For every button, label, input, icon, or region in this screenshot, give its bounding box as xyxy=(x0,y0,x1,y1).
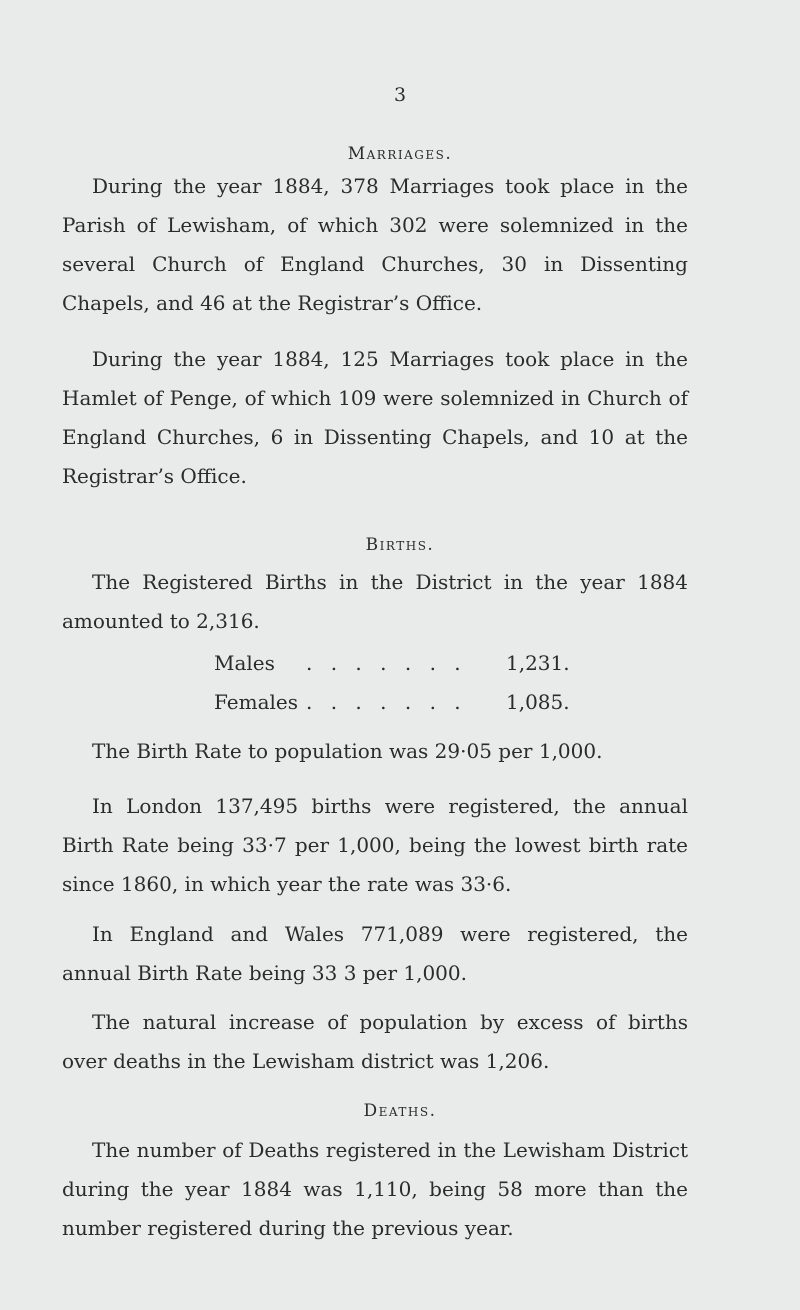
births-paragraph-5: The natural increase of population by excess of births over deaths in the Lewisham district was 1,206. xyxy=(62,1010,688,1073)
males-row xyxy=(214,651,570,675)
females-label: Females xyxy=(214,690,299,714)
females-row xyxy=(214,690,570,714)
births-heading: Births. xyxy=(365,535,435,555)
births-paragraph-3: In London 137,495 births were registered, the annual Birth Rate being 33·7 per 1,000, being the lowest birth rate since 1860, in which year the rate was 33·6. xyxy=(62,794,688,896)
females-leader-dots: . . . . . . . xyxy=(306,690,467,714)
births-paragraph-1: The Registered Births in the District in the year 1884 amounted to 2,316. xyxy=(62,570,688,633)
marriages-paragraph-1: During the year 1884, 378 Marriages took place in the Parish of Lewisham, of which 302 were solemnized in the several Church of England Churches, 30 in Dissenting Chapels, and 46 at the Registrar’s Office. xyxy=(62,174,688,315)
males-value: 1,231. xyxy=(506,651,570,675)
deaths-heading: Deaths. xyxy=(363,1101,437,1121)
marriages-heading: Marriages. xyxy=(347,144,453,164)
females-value: 1,085. xyxy=(506,690,570,714)
males-leader-dots: . . . . . . . xyxy=(306,651,467,675)
marriages-paragraph-2: During the year 1884, 125 Marriages took place in the Hamlet of Penge, of which 109 were solemnized in Church of England Churches, 6 in Dissenting Chapels, and 10 at the Registrar’s Office. xyxy=(62,347,688,488)
males-label: Males xyxy=(214,651,275,675)
births-paragraph-4: In England and Wales 771,089 were registered, the annual Birth Rate being 33 3 per 1,000. xyxy=(62,922,688,985)
births-paragraph-2: The Birth Rate to population was 29·05 per 1,000. xyxy=(92,739,603,763)
deaths-paragraph-1: The number of Deaths registered in the Lewisham District during the year 1884 was 1,110, being 58 more than the number registered during the previous year. xyxy=(62,1138,688,1240)
page-number: 3 xyxy=(393,84,407,106)
